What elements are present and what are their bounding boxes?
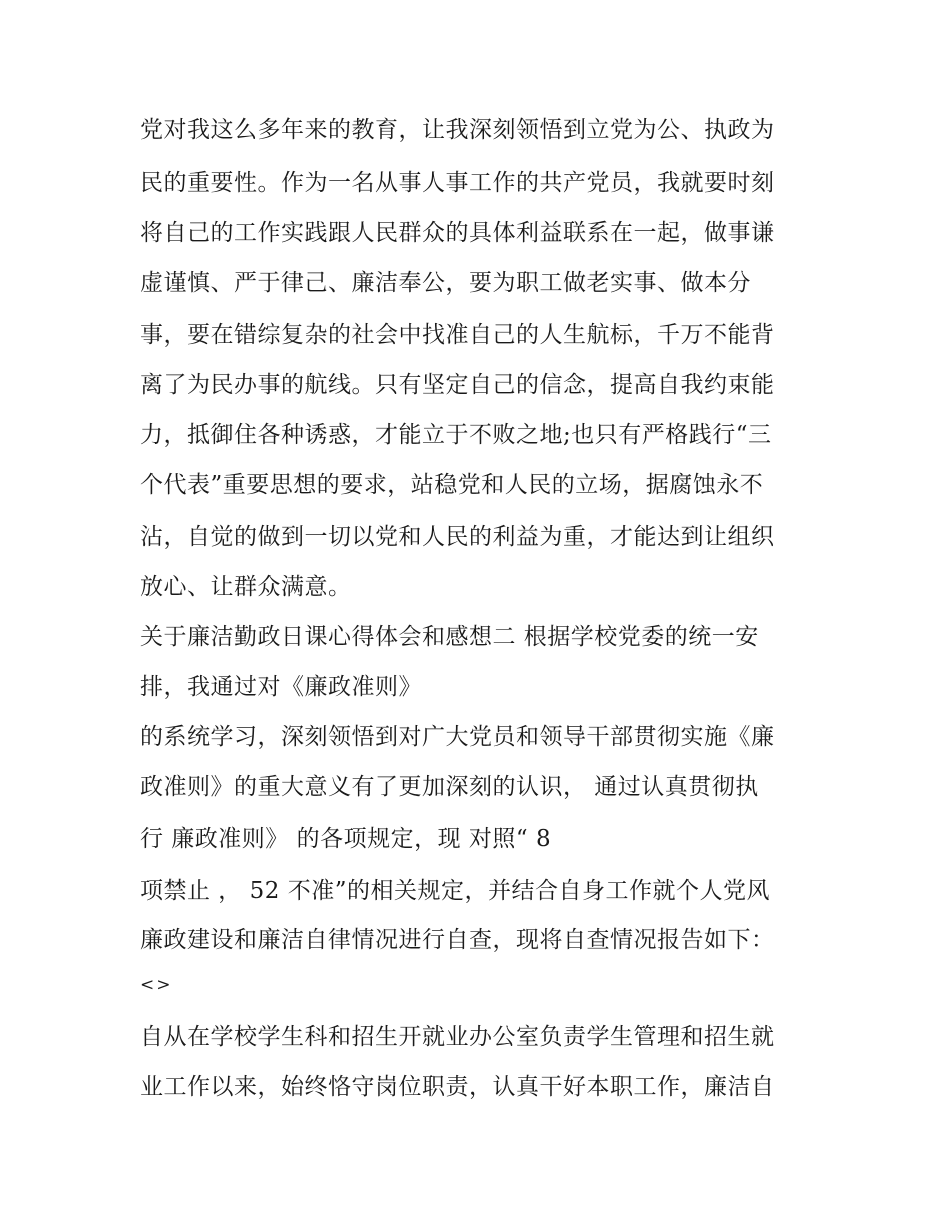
text-line: 事，要在错综复杂的社会中找准自己的人生航标，千万不能背 bbox=[140, 322, 775, 348]
text-line: 自从在学校学生科和招生开就业办公室负责学生管理和招生就 bbox=[140, 1024, 775, 1050]
text-line: 虚谨慎、严于律己、廉洁奉公，要为职工做老实事、做本分 bbox=[140, 270, 751, 296]
section-heading: 关于廉洁勤政日课心得体会和感想二 根据学校党委的统一安 bbox=[140, 624, 759, 650]
text-line: 业工作以来，始终恪守岗位职责，认真干好本职工作，廉洁自 bbox=[140, 1074, 775, 1100]
text-line: 离了为民办事的航线。只有坚定自己的信念，提高自我约束能 bbox=[140, 372, 775, 398]
text-line: 排，我通过对《廉政准则》 bbox=[140, 674, 422, 700]
text-line: 放心、让群众满意。 bbox=[140, 574, 352, 600]
text-line: 力，抵御住各种诱惑，才能立于不败之地;也只有严格践行“三 bbox=[140, 422, 772, 448]
text-line: 将自己的工作实践跟人民群众的具体利益联系在一起，做事谦 bbox=[140, 220, 775, 246]
text-line: 政准则》的重大意义有了更加深刻的认识， 通过认真贯彻执 bbox=[140, 774, 759, 800]
text-line: 廉政建设和廉洁自律情况进行自查，现将自查情况报告如下： bbox=[140, 927, 775, 953]
text-line: 党对我这么多年来的教育，让我深刻领悟到立党为公、执政为 bbox=[140, 117, 775, 143]
text-line: 沾，自觉的做到一切以党和人民的利益为重，才能达到让组织 bbox=[140, 524, 775, 550]
text-line: <> bbox=[140, 975, 173, 995]
text-line: 个代表”重要思想的要求，站稳党和人民的立场，据腐蚀永不 bbox=[140, 472, 764, 498]
text-line: 行 廉政准则》 的各项规定，现 对照“ 8 bbox=[140, 826, 552, 852]
text-line: 民的重要性。作为一名从事人事工作的共产党员，我就要时刻 bbox=[140, 170, 775, 196]
text-line: 的系统学习，深刻领悟到对广大党员和领导干部贯彻实施《廉 bbox=[140, 724, 775, 750]
text-line: 项禁止 ， 52 不准”的相关规定，并结合自身工作就个人党风 bbox=[140, 878, 770, 904]
